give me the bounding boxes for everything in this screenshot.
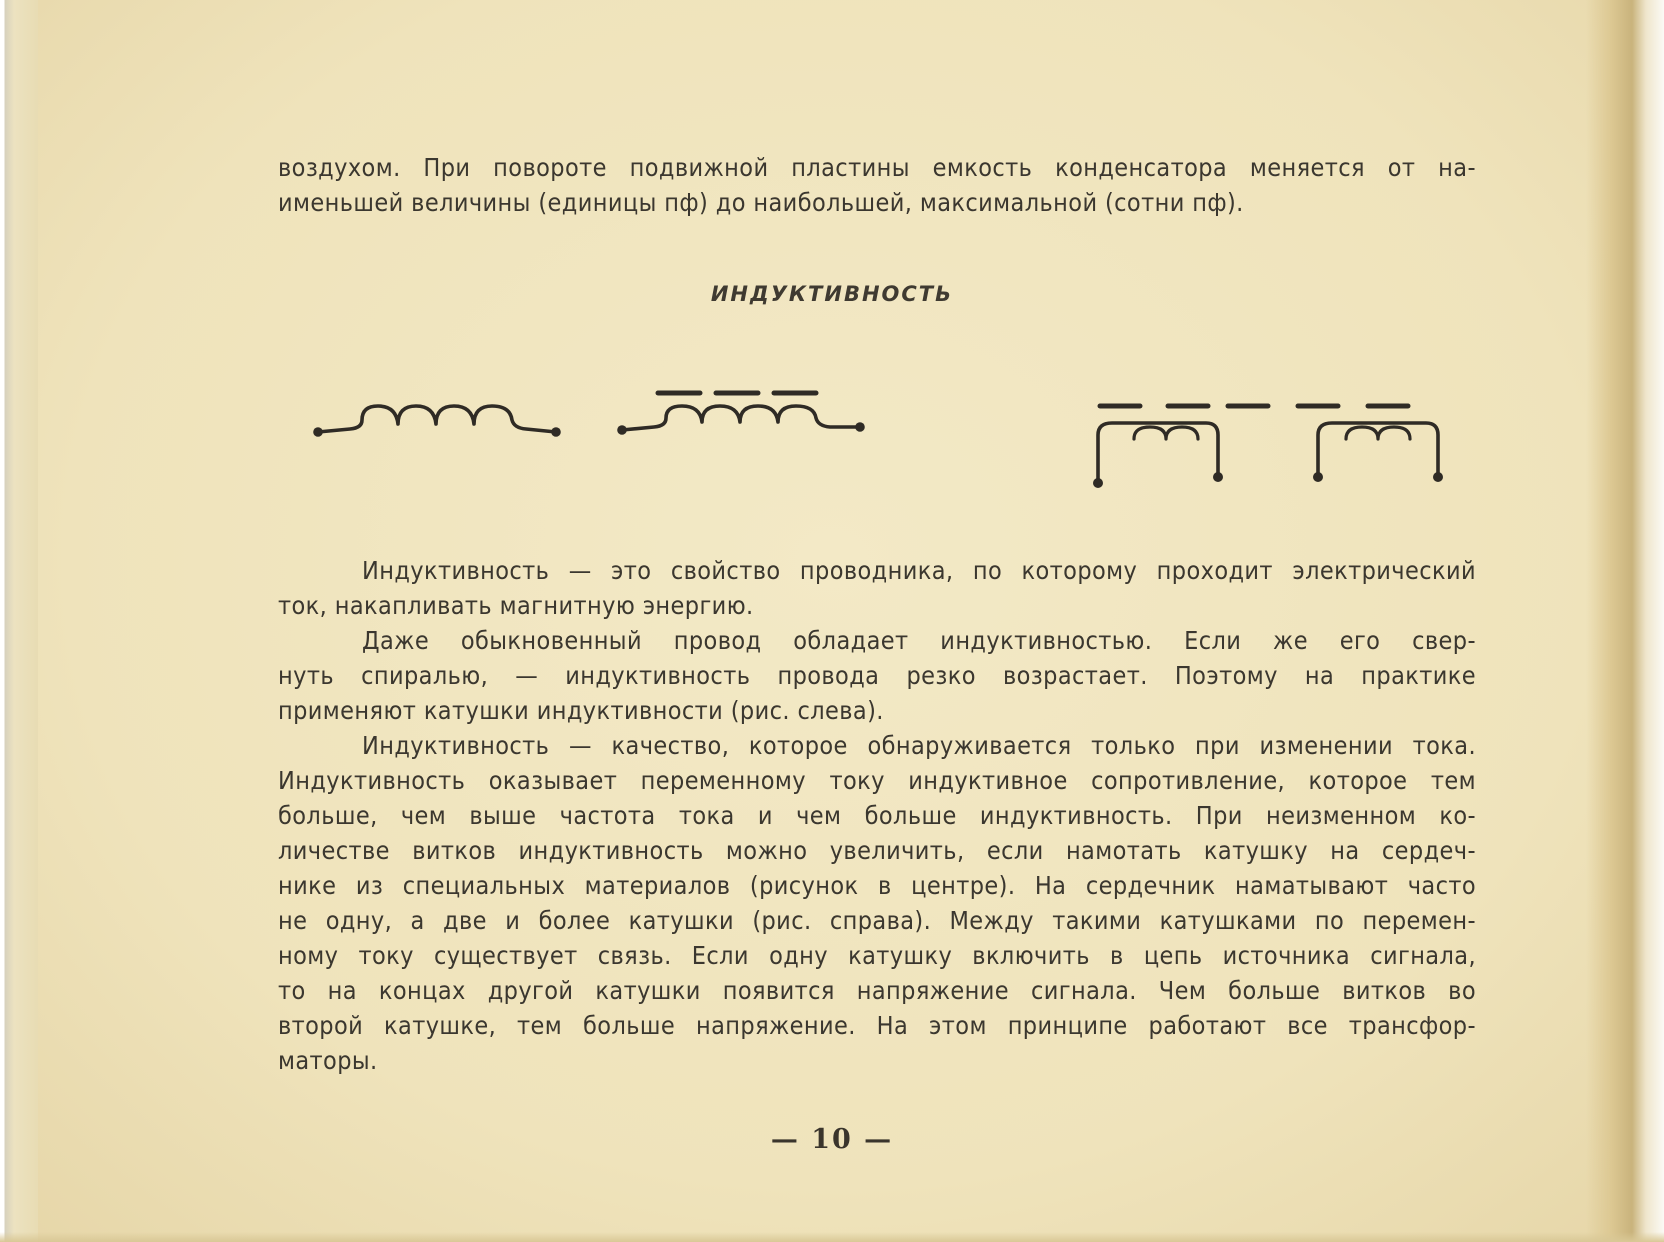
- text-line: Индуктивность оказывает переменному току индуктивное сопротивление, которое тем: [278, 766, 1476, 795]
- text-line: больше, чем выше частота тока и чем больше индуктивность. При неизменном ко-: [278, 801, 1476, 830]
- text-line: то на концах другой катушки появится напряжение сигнала. Чем больше витков во: [278, 976, 1476, 1005]
- text-line: нуть спиралью, — индуктивность провода резко возрастает. Поэтому на практике: [278, 661, 1476, 690]
- top-paragraph: [278, 150, 1476, 220]
- transformer-icon: [1086, 395, 1446, 495]
- text-line: Даже обыкновенный провод обладает индуктивностью. Если же его свер-: [362, 626, 1476, 655]
- text-line: воздухом. При повороте подвижной пластины емкость конденсатора меняется от на-: [278, 153, 1476, 182]
- text-line: второй катушке, тем больше напряжение. На этом принципе работают все трансфор-: [278, 1011, 1476, 1040]
- page-right-edge: [1586, 0, 1664, 1242]
- text-line: Индуктивность — качество, которое обнаруживается только при изменении тока.: [362, 731, 1476, 760]
- text-line: нике из специальных материалов (рисунок в центре). На сердечник наматывают часто: [278, 871, 1476, 900]
- text-line: личестве витков индуктивность можно увеличить, если намотать катушку на сердеч-: [278, 836, 1476, 865]
- page-bottom-edge: [0, 1232, 1664, 1242]
- main-text: [278, 553, 1476, 1078]
- text-line: ному току существует связь. Если одну катушку включить в цепь источника сигнала,: [278, 941, 1476, 970]
- section-heading: ИНДУКТИВНОСТЬ: [710, 282, 954, 306]
- text-line: ток, накапливать магнитную энергию.: [278, 591, 754, 620]
- text-line: именьшей величины (единицы пф) до наибольшей, максимальной (сотни пф).: [278, 188, 1244, 217]
- text-line: не одну, а две и более катушки (рис. справа). Между такими катушками по перемен-: [278, 906, 1476, 935]
- text-line: маторы.: [278, 1046, 378, 1075]
- text-line: Индуктивность — это свойство проводника, по которому проходит электрический: [362, 556, 1476, 585]
- page-number: — 10 —: [770, 1124, 894, 1155]
- text-line: применяют катушки индуктивности (рис. слева).: [278, 696, 884, 725]
- inductor-coil-icon: [312, 380, 562, 440]
- page-left-edge: [0, 0, 38, 1242]
- inductor-with-core-icon: [616, 380, 866, 440]
